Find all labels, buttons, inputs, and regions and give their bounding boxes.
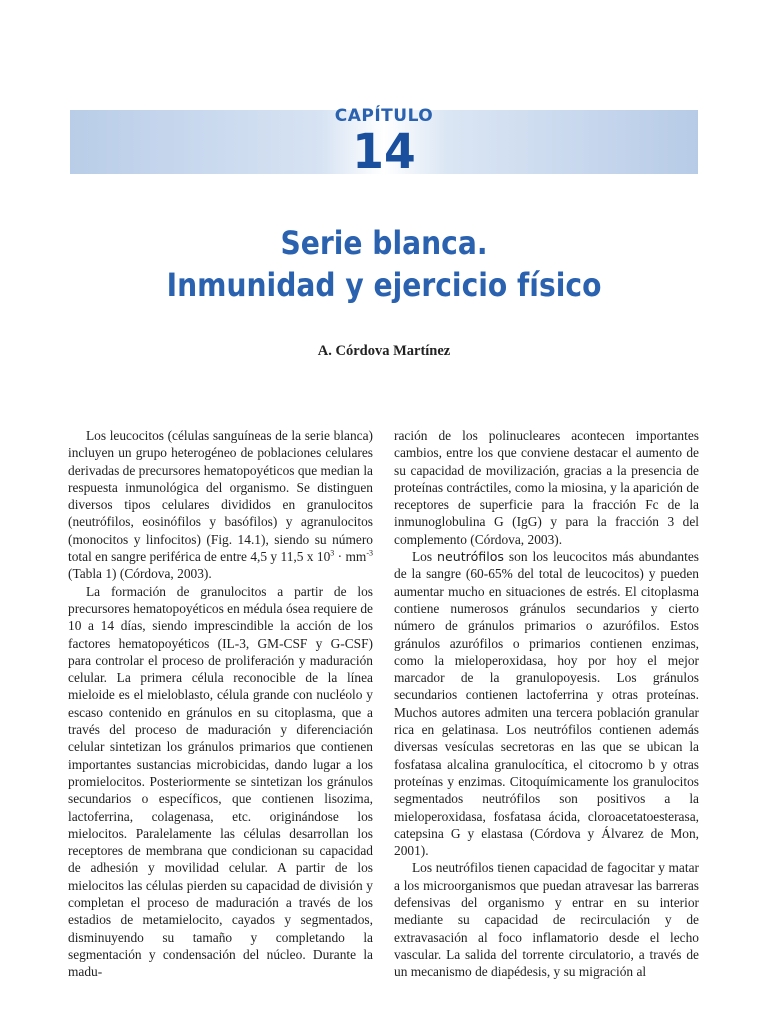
paragraph-text: Los leucocitos (células sanguíneas de la serie blanca) incluyen un grupo heterogéneo de poblaciones celulares derivadas de precursores hematopoyéticos que median la respuesta inmunológica del organismo. Se distinguen diversos tipos celulares divididos en granulocitos (neutrófilos, eosinófilos y basófilos) y agranulocitos (monocitos y linfocitos) (Fig. 14.1), siendo su número total en sangre periférica de entre 4,5 y 11,5 x 10 <box>68 428 373 565</box>
paragraph-text: Los <box>412 549 438 565</box>
left-column <box>68 427 373 981</box>
superscript: 3 <box>330 548 335 558</box>
author-name: A. Córdova Martínez <box>317 343 451 359</box>
paragraph: Los neutrófilos tienen capacidad de fagocitar y matar a los microorganismos que puedan atravesar las barreras defensivas del organismo y entrar en su interior mediante su capacidad de recirculación y de extravasación al foco inflamatorio desde el lecho vascular. La salida del torrente circulatorio, a través de un mecanismo de diapédesis, y su migración al <box>394 860 699 980</box>
paragraph: ración de los polinucleares acontecen importantes cambios, entre los que conviene destacar el aumento de su capacidad de movilización, gracias a la presencia de proteínas contráctiles, como la miosina, y la aparición de receptores de superficie para la fracción Fc de la inmunoglobulina G (IgG) y para la fracción 3 del complemento (Córdova, 2003). <box>394 428 699 547</box>
paragraph: La formación de granulocitos a partir de los precursores hematopoyéticos en médula ósea requiere de 10 a 14 días, siendo imprescindible la acción de los factores hematopoyéticos (IL-3, GM-CSF y G-CSF) para controlar el proceso de proliferación y maduración celular. La primera célula reconocible de la línea mieloide es el mieloblasto, célula grande con nucléolo y escaso contenido en gránulos en su citoplasma, que a través del proceso de maduración y diferenciación celular sintetizan los gránulos primarios que contienen importantes sustancias microbicidas, dando lugar a los promielocitos. Posteriormente se sintetizan los gránulos secundarios o específicos, que contienen lisozima, lactoferrina, colagenasa, etc. originándose los mielocitos. Paralelamente las células desarrollan los receptores de membrana que condicionan su capacidad de adhesión y movilidad celular. A partir de los mielocitos las células pierden su capacidad de división y completan el proceso de maduración a través de los estadios de metamielocito, cayados y segmentados, disminuyendo su tamaño y completando la segmentación y condensación del núcleo. Durante la madu- <box>68 583 373 980</box>
chapter-label: CAPÍTULO <box>334 106 434 126</box>
paragraph-text: (Tabla 1) (Córdova, 2003). <box>68 566 212 582</box>
paragraph <box>394 548 699 859</box>
title-line-1: Serie blanca. <box>280 224 488 262</box>
right-column <box>394 427 699 981</box>
title-line-2: Inmunidad y ejercicio físico <box>166 266 602 304</box>
paragraph-text: · mm <box>334 549 367 565</box>
paragraph <box>68 427 373 583</box>
paragraph-text: son los leucocitos más abundantes de la sangre (60-65% del total de leucocitos) y pueden aumentar mucho en situaciones de estrés. El citoplasma contiene numerosos gránulos secundarios y cierto número de gránulos primarios o azurófilos. Estos gránulos azurófilos o primarios contienen enzimas, como la mieloperoxidasa, hoy por hoy el mejor marcador de la granulopoyesis. Los gránulos secundarios contienen lactoferrina y otras proteínas. Muchos autores admiten una tercera población granular rica en gelatinasa. Los neutrófilos contienen además diversas vesículas secretoras en las que se ubican la fosfatasa alcalina granulocítica, el citocromo b y otras proteínas y enzimas. Citoquímicamente los granulocitos segmentados neutrófilos son positivos a la mieloperoxidasa, fosfatasa ácida, cloroacetatoesterasa, catepsina G y elastasa (Córdova y Álvarez de Mon, 2001). <box>394 549 699 859</box>
highlighted-term: neutrófilos <box>437 549 504 565</box>
superscript: -3 <box>366 548 373 558</box>
page-title <box>46 222 722 306</box>
chapter-number: 14 <box>352 124 416 180</box>
